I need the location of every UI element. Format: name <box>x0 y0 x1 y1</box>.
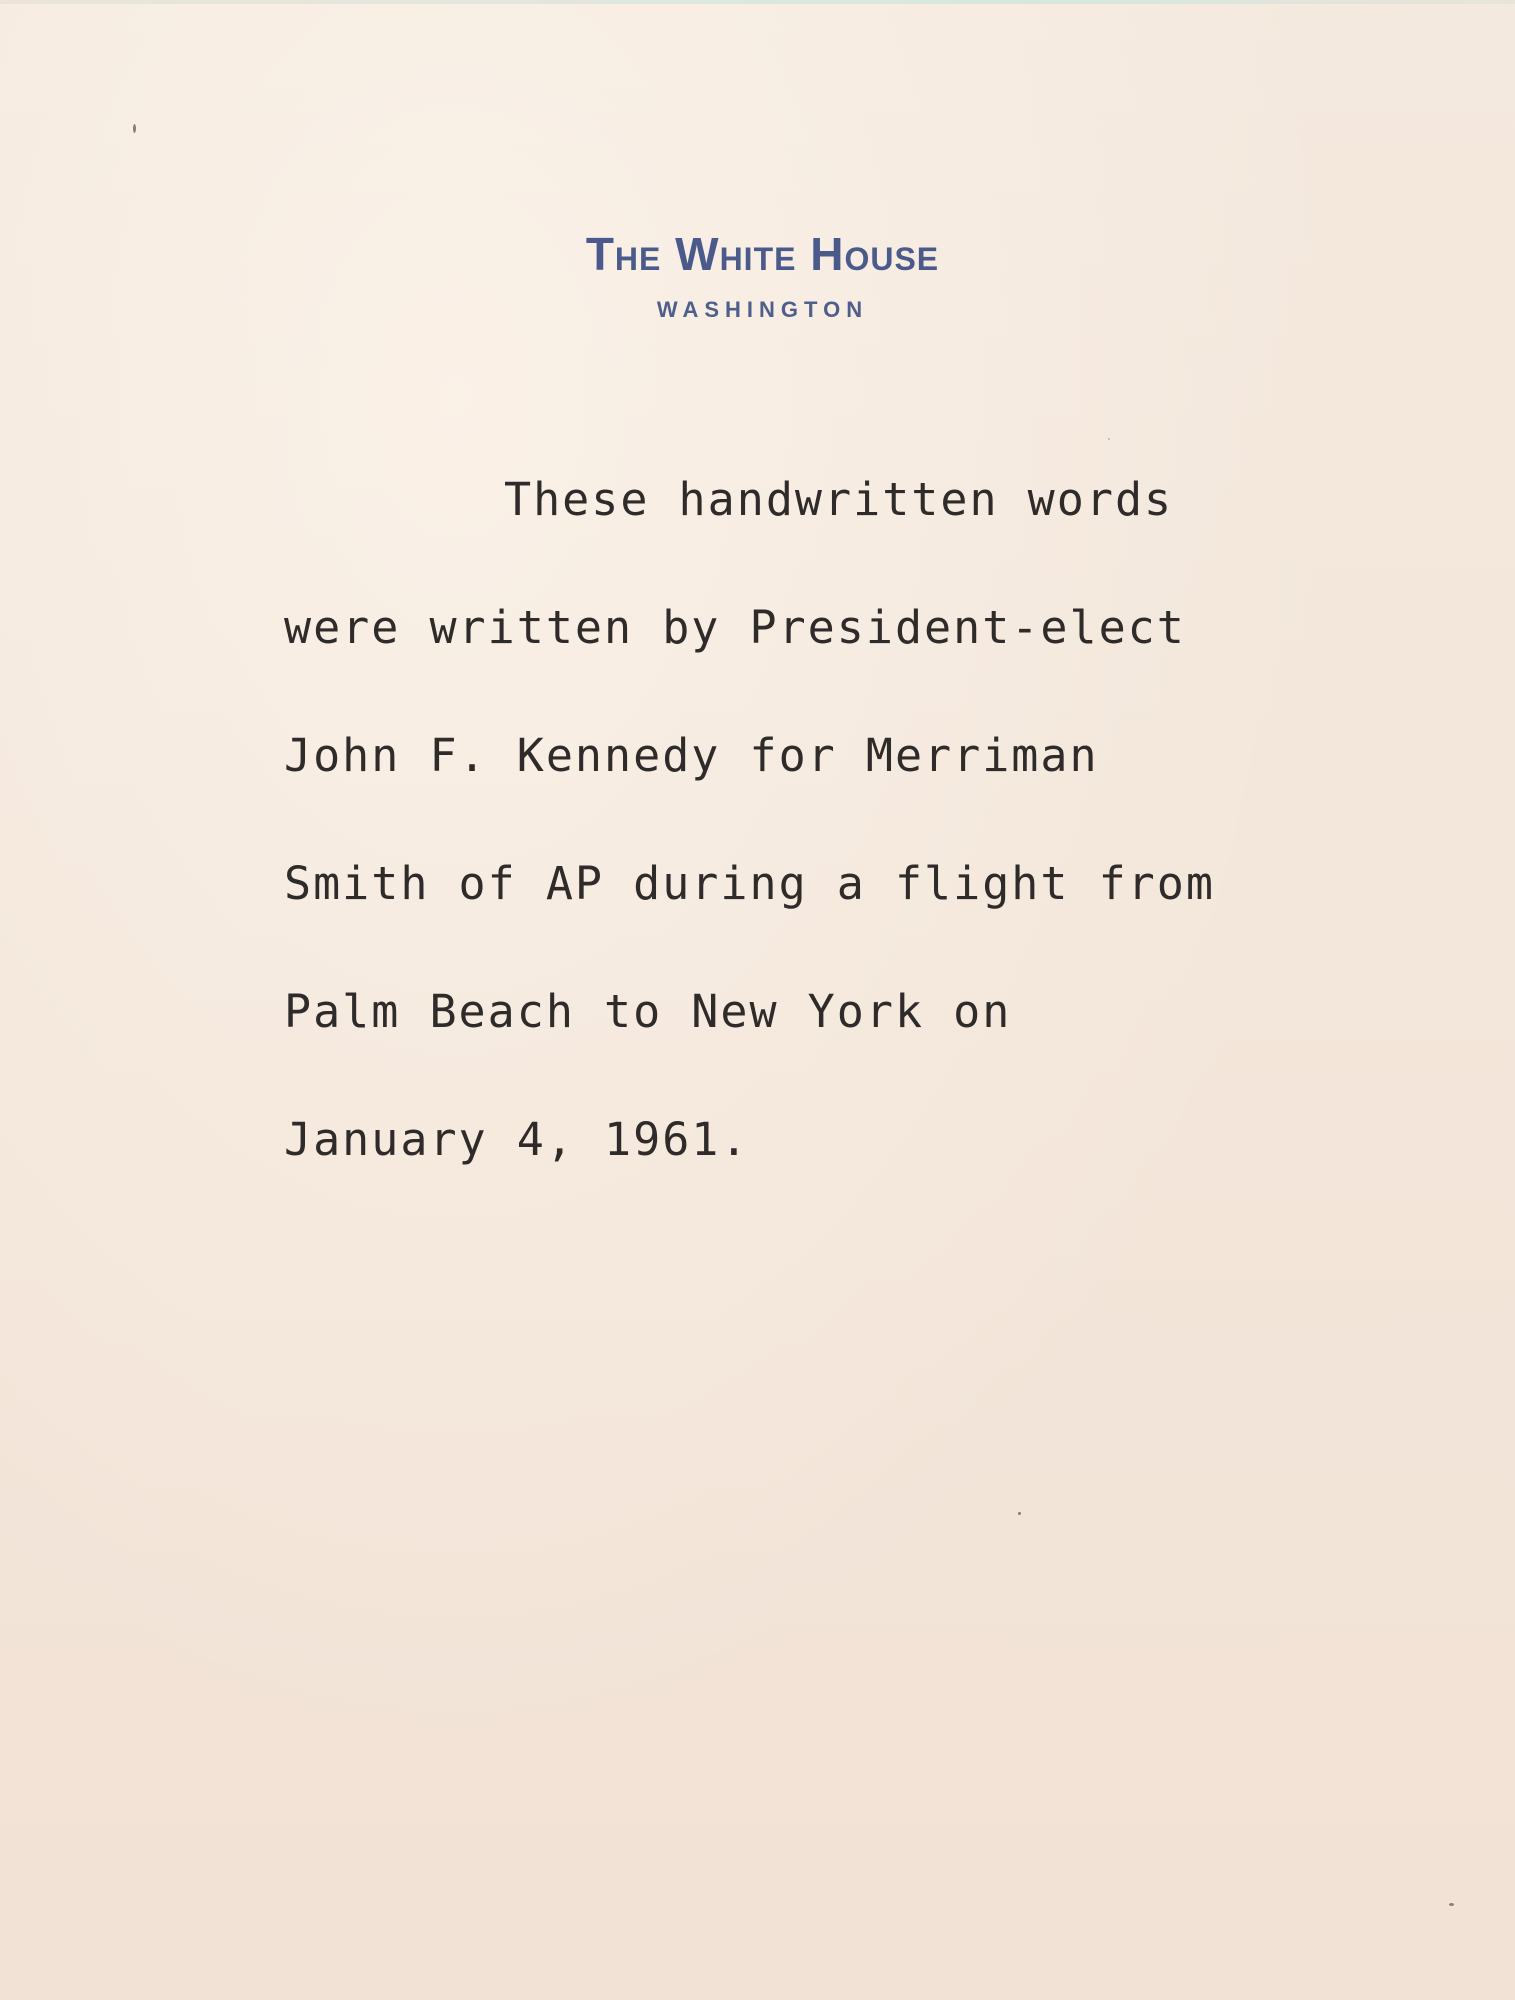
typed-line: January 4, 1961. <box>284 1113 750 1166</box>
letterhead-subtitle: WASHINGTON <box>656 297 869 322</box>
typed-line: Smith of AP during a flight from <box>284 857 1215 910</box>
paper-speck <box>1449 1903 1454 1906</box>
typed-line: John F. Kennedy for Merriman <box>284 729 1099 782</box>
letterhead-title: The White House <box>585 228 940 280</box>
typed-line: Palm Beach to New York on <box>284 985 1012 1038</box>
paper-speck <box>133 124 136 133</box>
typed-line: These handwritten words <box>504 473 1174 526</box>
paper-speck <box>1018 1512 1021 1515</box>
letterhead <box>0 226 1515 324</box>
typed-note <box>284 470 1384 1238</box>
paper-speck <box>1108 438 1110 440</box>
paper-top-edge <box>0 0 1515 4</box>
typed-line: were written by President-elect <box>284 601 1186 654</box>
